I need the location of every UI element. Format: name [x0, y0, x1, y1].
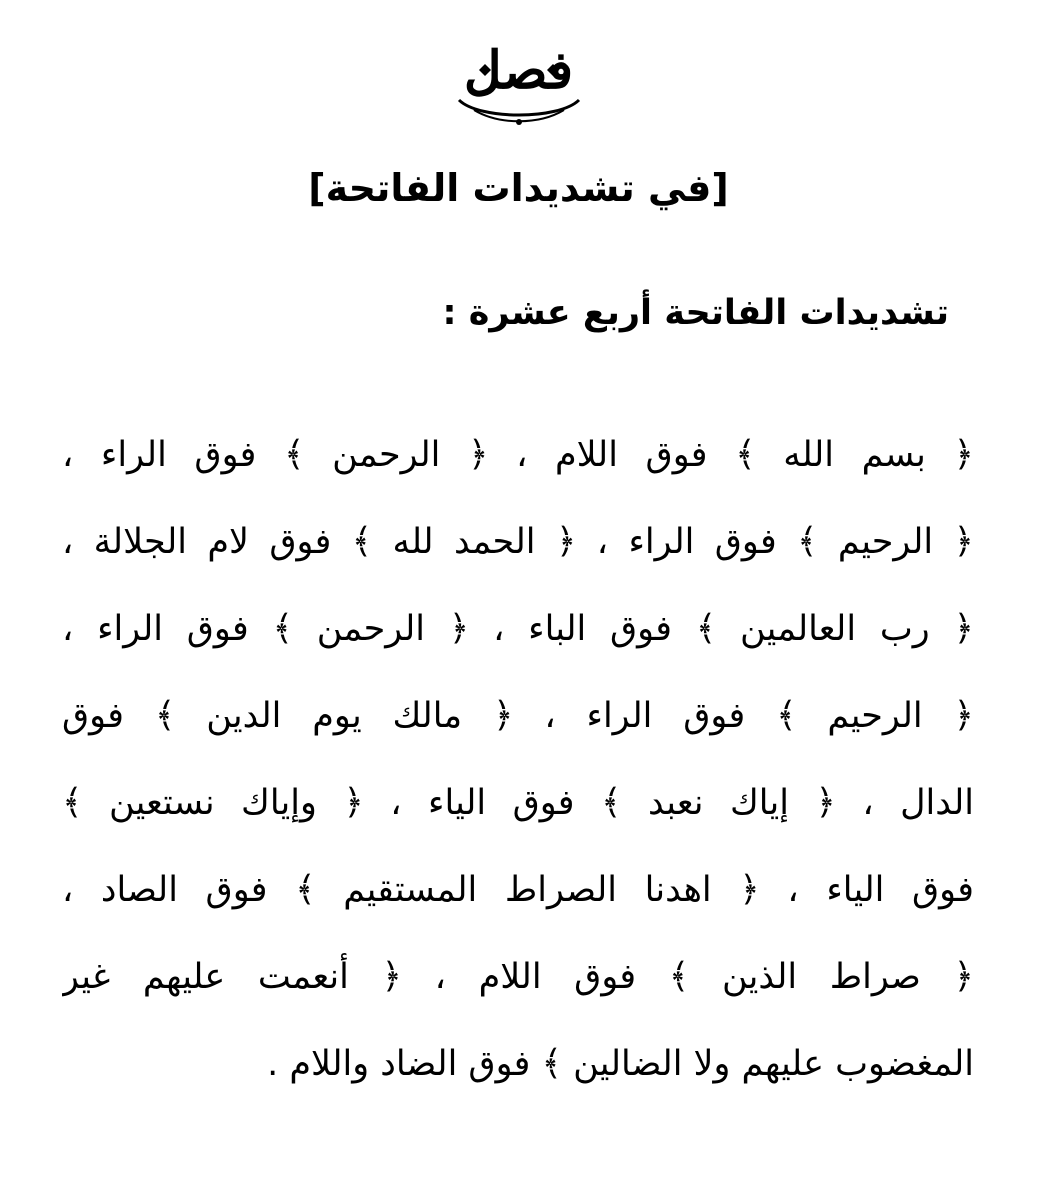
text-line: ﴿ رب العالمين ﴾ فوق الباء ، ﴿ الرحمن ﴾ فوق الراء ،	[62, 609, 974, 649]
text-line: فوق الياء ، ﴿ اهدنا الصراط المستقيم ﴾ فوق الصاد ،	[62, 870, 974, 910]
text-line: المغضوب عليهم ولا الضالين ﴾ فوق الضاد واللام .	[267, 1044, 974, 1084]
text-line: ﴿ بسم الله ﴾ فوق اللام ، ﴿ الرحمن ﴾ فوق الراء ،	[62, 435, 974, 475]
text-line: ﴿ صراط الذين ﴾ فوق اللام ، ﴿ أنعمت عليهم غير	[62, 957, 974, 997]
body-text	[62, 425, 974, 1121]
section-subtitle: تشديدات الفاتحة أربع عشرة :	[442, 293, 949, 333]
text-line: الدال ، ﴿ إياك نعبد ﴾ فوق الياء ، ﴿ وإياك نستعين ﴾	[62, 783, 974, 823]
text-line: ﴿ الرحيم ﴾ فوق الراء ، ﴿ مالك يوم الدين ﴾ فوق	[62, 696, 974, 736]
section-title: [في تشديدات الفاتحة]	[308, 166, 729, 210]
chapter-heading: فصل	[463, 40, 574, 101]
text-line: ﴿ الرحيم ﴾ فوق الراء ، ﴿ الحمد لله ﴾ فوق لام الجلالة ،	[62, 522, 974, 562]
